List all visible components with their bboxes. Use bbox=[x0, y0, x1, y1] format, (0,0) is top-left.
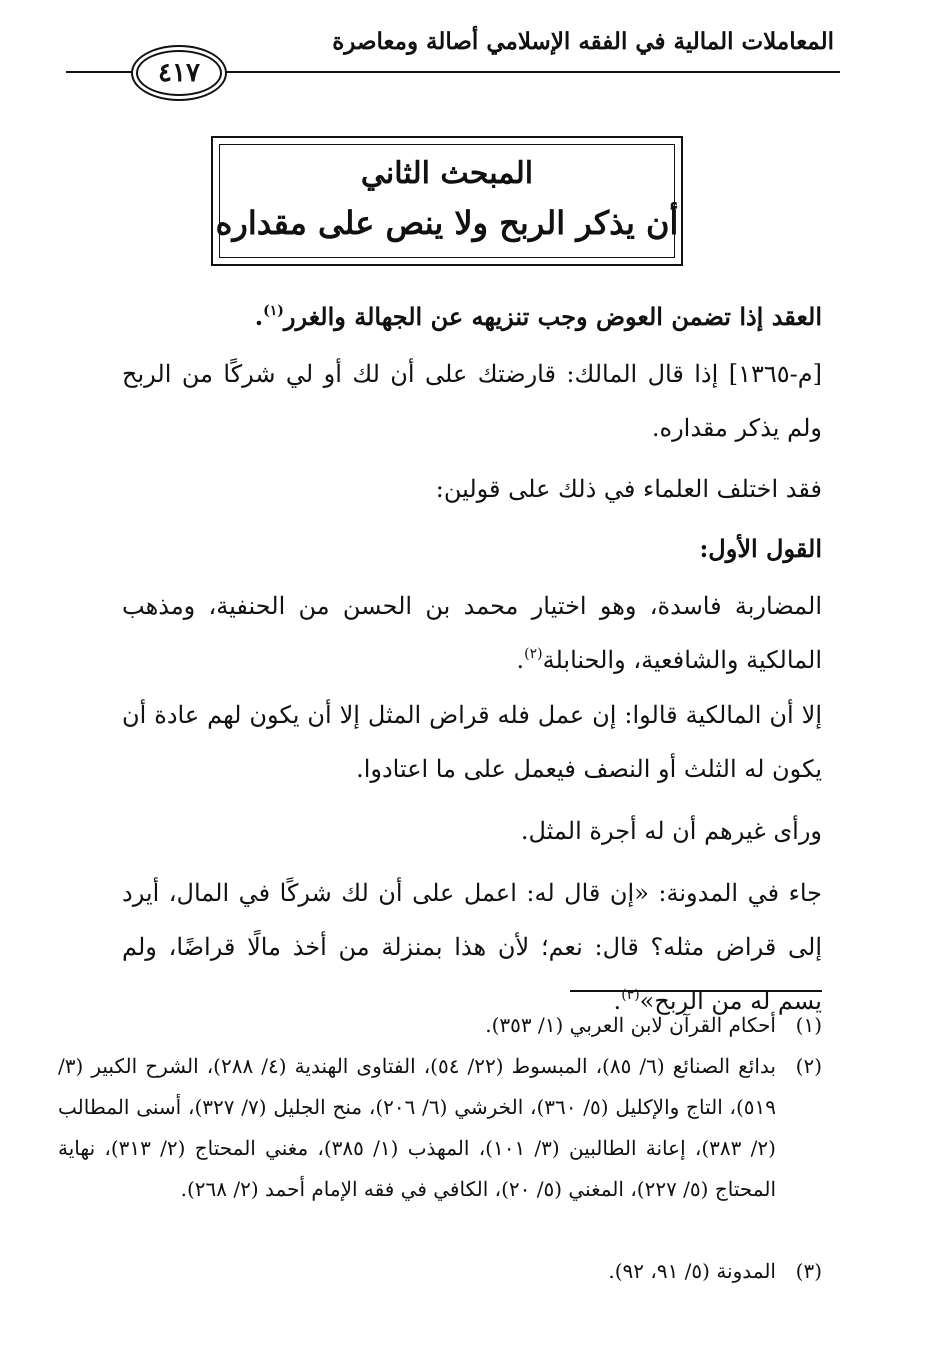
paragraph-disagreement: فقد اختلف العلماء في ذلك على قولين: bbox=[435, 475, 822, 503]
footnote-ref-3: (٣) bbox=[621, 987, 640, 1003]
footnote-text: المدونة (٥/ ٩١، ٩٢). bbox=[608, 1259, 776, 1283]
paragraph-first-opinion-text: المضاربة فاسدة، وهو اختيار محمد بن الحسن من الحنفية، ومذهب المالكية والشافعية، والحنابلة bbox=[122, 592, 822, 674]
footnote-3 bbox=[58, 1251, 822, 1292]
running-header-title: المعاملات المالية في الفقه الإسلامي أصالة ومعاصرة bbox=[332, 28, 834, 55]
paragraph-intro-text: العقد إذا تضمن العوض وجب تنزيهه عن الجهالة والغرر bbox=[283, 302, 822, 331]
section-heading-title: المبحث الثاني bbox=[360, 156, 534, 191]
section-heading-subtitle: أن يذكر الربح ولا ينص على مقداره bbox=[215, 204, 679, 242]
footnote-number: (٢) bbox=[795, 1054, 822, 1078]
mudawwana-quote-text: جاء في المدونة: «إن قال له: اعمل على أن لك شركًا في المال، أيرد إلى قراض مثله؟ قال: نعم؛ لأن هذا بمنزلة من أخذ مالًا قراضًا، ولم يسم له من الربح» bbox=[122, 879, 823, 1015]
page-number: ٤١٧ bbox=[136, 50, 222, 96]
footnote-separator bbox=[570, 990, 822, 992]
paragraph-first-opinion: المضاربة فاسدة، وهو اختيار محمد بن الحسن من الحنفية، ومذهب المالكية والشافعية، والحنابلة$^{(٢)}$. bbox=[122, 592, 822, 674]
section-heading-box bbox=[211, 136, 683, 266]
footnote-text: أحكام القرآن لابن العربي (١/ ٣٥٣). bbox=[485, 1013, 776, 1037]
paragraph-mudawwana-quote: جاء في المدونة: «إن قال له: اعمل على أن لك شركًا في المال، أيرد إلى قراض مثله؟ قال: نعم؛ لأن هذا بمنزلة من أخذ مالًا قراضًا، ولم يسم له من الربح»$^{(٣)}$. bbox=[122, 879, 823, 1015]
footnote-ref-1: (١) bbox=[263, 303, 284, 319]
paragraph-maliki: إلا أن المالكية قالوا: إن عمل فله قراض المثل إلا أن يكون لهم عادة أن يكون له الثلث أو النصف فيعمل على ما اعتادوا. bbox=[122, 701, 822, 783]
footnote-1 bbox=[58, 1005, 822, 1046]
footnote-ref-2: (٢) bbox=[524, 646, 543, 662]
first-opinion-heading: القول الأول: bbox=[699, 534, 822, 563]
footnote-number: (١) bbox=[795, 1013, 822, 1037]
footnote-2 bbox=[58, 1046, 822, 1210]
footnote-text: بدائع الصنائع (٦/ ٨٥)، المبسوط (٢٢/ ٥٤)، الفتاوى الهندية (٤/ ٢٨٨)، الشرح الكبير (٣/ ٥١٩)، التاج والإكليل (٥/ ٣٦٠)، الخرشي (٦/ ٢٠٦)، منح الجليل (٧/ ٣٢٧)، أسنى المطالب (٢/ ٣٨٣)، إعانة الطالبين (٣/ ١٠١)، المهذب (١/ ٣٨٥)، مغني المحتاج (٢/ ٣١٣)، نهاية المحتاج (٥/ ٢٢٧)، المغني (٥/ ٢٠)، الكافي في فقه الإمام أحمد (٢/ ٢٦٨). bbox=[58, 1054, 777, 1201]
paragraph-issue: [م-١٣٦٥] إذا قال المالك: قارضتك على أن لك أو لي شركًا من الربح ولم يذكر مقداره. bbox=[122, 360, 822, 442]
paragraph-intro: العقد إذا تضمن العوض وجب تنزيهه عن الجهالة والغرر$^{(١)}$. bbox=[254, 302, 822, 331]
paragraph-others: ورأى غيرهم أن له أجرة المثل. bbox=[520, 817, 822, 845]
footnote-number: (٣) bbox=[795, 1259, 822, 1283]
